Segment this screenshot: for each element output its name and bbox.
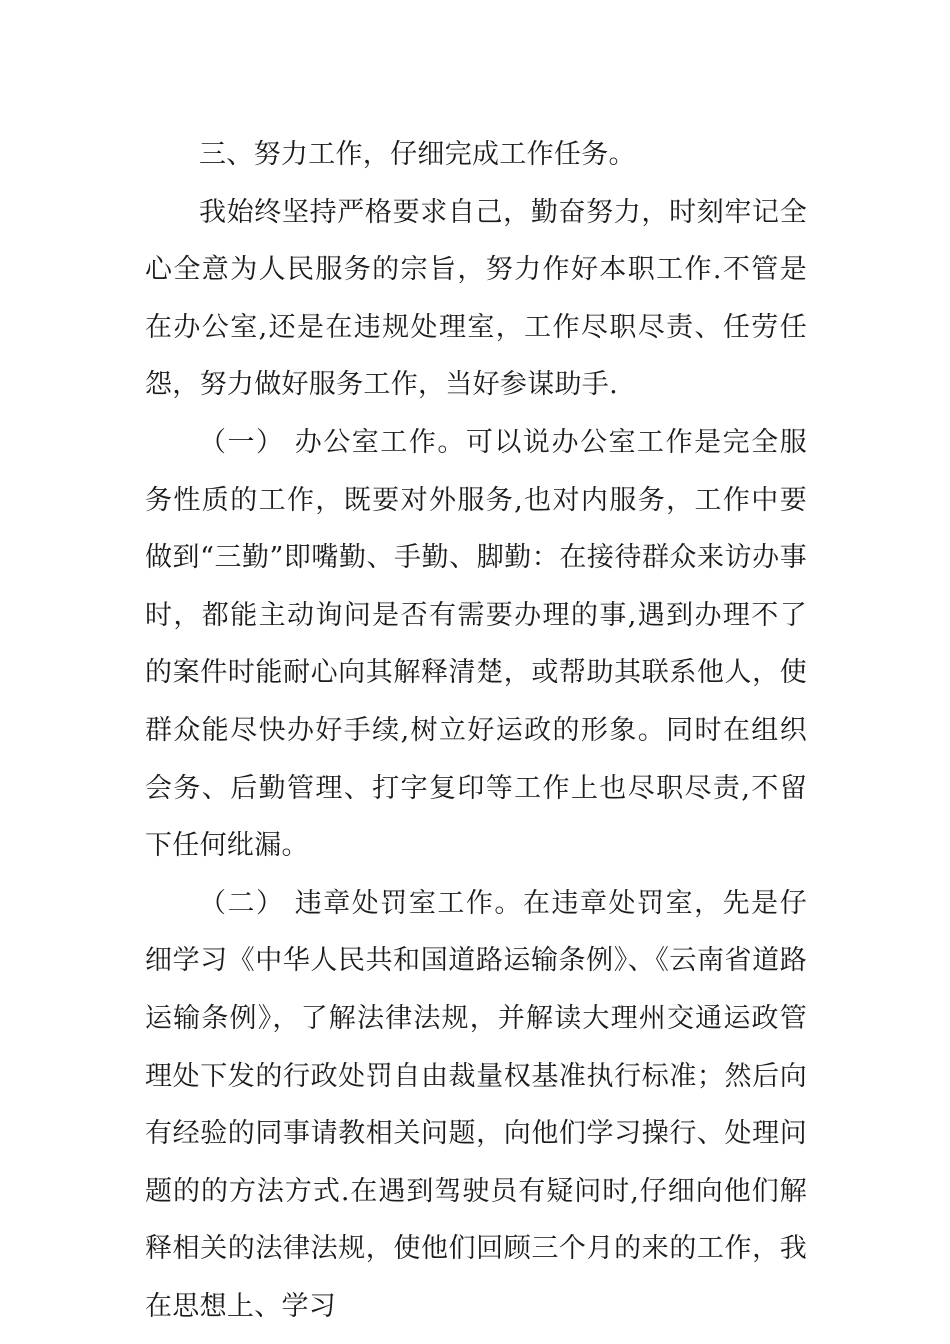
document-body [145, 126, 807, 1335]
paragraph-intro: 我始终坚持严格要求自己，勤奋努力，时刻牢记全心全意为人民服务的宗旨，努力作好本职工作.不管是在办公室,还是在违规处理室，工作尽职尽责、任劳任怨，努力做好服务工作，当好参谋助手. [145, 196, 807, 401]
paragraph-violation-office-work: （二） 违章处罚室工作。在违章处罚室，先是仔细学习《中华人民共和国道路运输条例》、《云南省道路运输条例》，了解法律法规，并解读大理州交通运政管理处下发的行政处罚自由裁量权基准执行标准；然后向有经验的同事请教相关问题，向他们学习操行、处理问题的的方法方式.在遇到驾驶员有疑问时,仔细向他们解释相关的法律法规，使他们回顾三个月的来的工作，我在思想上、学习 [145, 887, 807, 1322]
paragraph-office-work: （一） 办公室工作。可以说办公室工作是完全服务性质的工作，既要对外服务,也对内服务，工作中要做到“三勤”即嘴勤、手勤、脚勤：在接待群众来访办事时，都能主动询问是否有需要办理的事,遇到办理不了的案件时能耐心向其解释清楚，或帮助其联系他人，使群众能尽快办好手续,树立好运政的形象。同时在组织会务、后勤管理、打字复印等工作上也尽职尽责,不留下任何纰漏。 [145, 426, 807, 862]
section-heading: 三、努力工作，仔细完成工作任务。 [199, 139, 636, 170]
